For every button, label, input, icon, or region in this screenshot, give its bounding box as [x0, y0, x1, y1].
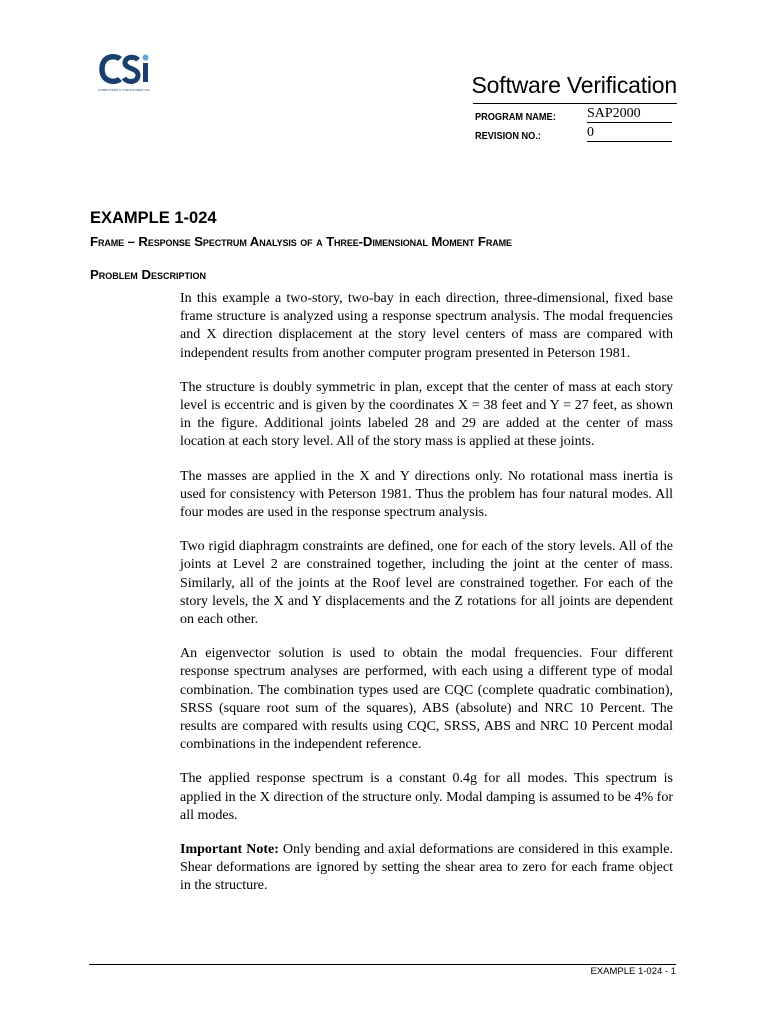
program-name-label: PROGRAM NAME: [475, 112, 556, 123]
revision-label: REVISION NO.: [475, 131, 541, 142]
paragraph: Two rigid diaphragm constraints are defined, one for each of the story levels. All of the joints at Level 2 are constrained together, including the joint at the center of mass. Similarly, all of the joints at the Roof level are constrained together. For each of the story levels, the X and Y displacements and the Z rotations for all joints are dependent on each other. [180, 539, 673, 628]
paragraph: In this example a two-story, two-bay in each direction, three-dimensional, fixed base frame structure is analyzed using a response spectrum analysis. The modal frequencies and X direction displacement at the story level centers of mass are compared with independent results from another computer program presented in Peterson 1981. [180, 291, 673, 361]
important-note-label: Important Note: [180, 842, 279, 858]
page-number: EXAMPLE 1-024 - 1 [590, 966, 676, 977]
program-name-row [475, 106, 675, 126]
paragraph: An eigenvector solution is used to obtain the modal frequencies. Four different response spectrum analyses are performed, with each using a different type of modal combination. The combination types used are CQC (complete quadratic combination), SRSS (square root sum of the squares), ABS (absolute) and NRC 10 Percent. The results are compared with results using CQC, SRSS, ABS and NRC 10 Percent modal combinations in the independent reference. [180, 646, 673, 753]
paragraph: The masses are applied in the X and Y directions only. No rotational mass inertia is used for consistency with Peterson 1981. Thus the problem has four natural modes. All four modes are used in the response spectrum analysis. [180, 468, 673, 521]
header-divider [473, 103, 677, 104]
important-note [180, 841, 673, 896]
revision-row [475, 125, 675, 145]
problem-description-body [180, 290, 673, 912]
program-name-value: SAP2000 [587, 106, 672, 123]
example-title: EXAMPLE 1-024 [90, 209, 217, 227]
example-subtitle: Frame – Response Spectrum Analysis of a Three-Dimensional Moment Frame [90, 234, 512, 249]
footer-divider [89, 964, 676, 965]
revision-value: 0 [587, 125, 672, 142]
csi-logo [98, 53, 158, 95]
important-note-text: Only bending and axial deformations are considered in this example. Shear deformations are ignored by setting the shear area to zero for each frame object in the structure. [180, 842, 673, 894]
paragraph: The applied response spectrum is a constant 0.4g for all modes. This spectrum is applied in the X direction of the structure only. Modal damping is assumed to be 4% for all modes. [180, 771, 673, 823]
document-title: Software Verification [471, 72, 677, 98]
paragraph: The structure is doubly symmetric in plan, except that the center of mass at each story level is eccentric and is given by the coordinates X = 38 feet and Y = 27 feet, as shown in the figure. Additional joints labeled 28 and 29 are added at the center of mass location at each story level. All of the story mass is applied at these joints. [180, 379, 673, 450]
problem-description-heading: Problem Description [90, 267, 206, 282]
logo-tagline: COMPUTERS & STRUCTURES INC. [98, 88, 151, 92]
csi-logo-icon [98, 53, 158, 87]
